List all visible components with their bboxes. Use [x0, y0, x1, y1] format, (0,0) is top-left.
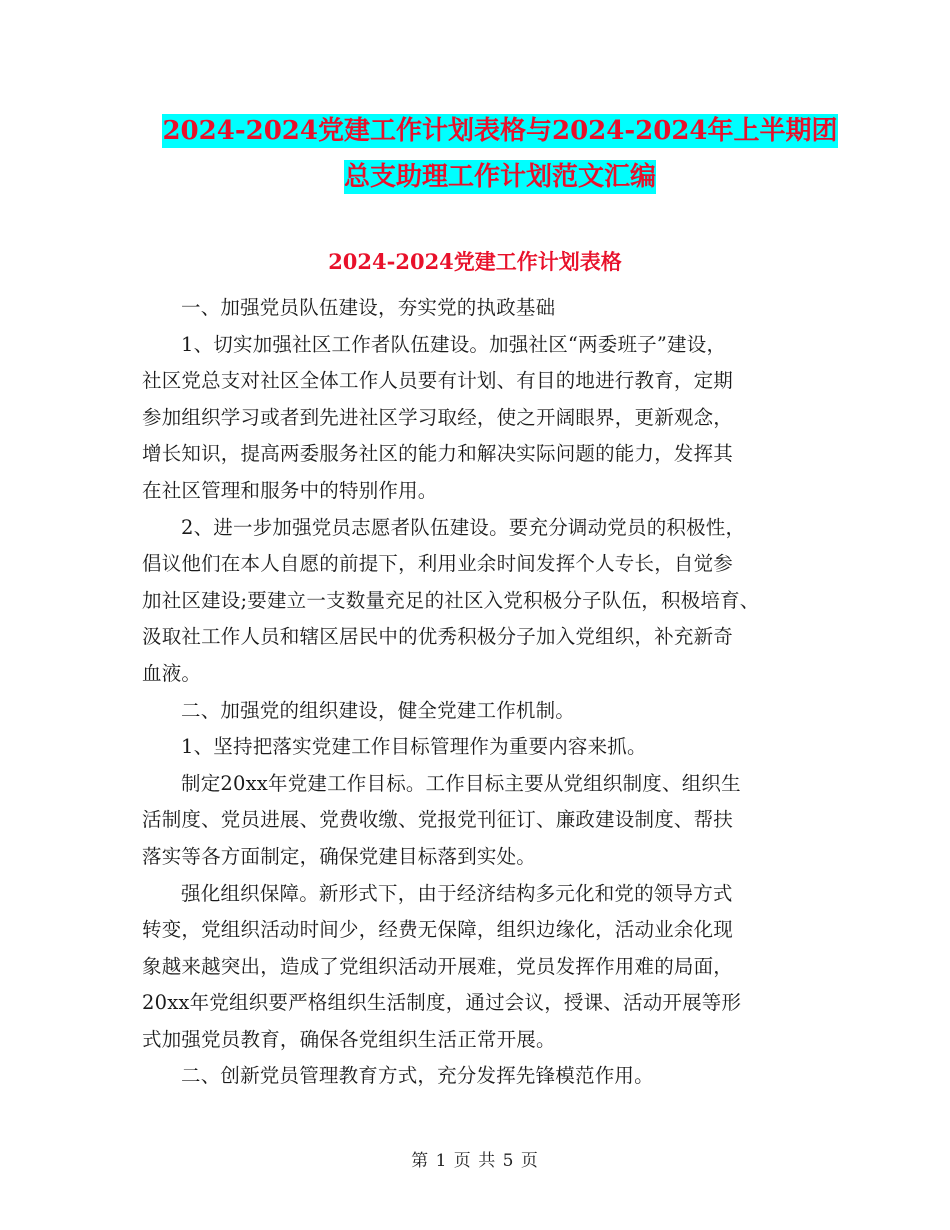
paragraph-heading-3: 二、创新党员管理教育方式，充分发挥先锋模范作用。: [181, 1064, 654, 1088]
paragraph-subheading-1: 1、坚持把落实党建工作目标管理作为重要内容来抓。: [181, 735, 647, 759]
paragraph-1: 1、切实加强社区工作者队伍建设。加强社区“两委班子”建设， 社区党总支对社区全体工作人员要有计划、有目的地进行教育，定期 参加组织学习或者到先进社区学习取经，使之开阔眼界，更新观念， 增长知识，提高两委服务社区的能力和解决实际问题的能力，发挥其 在社区管理和服务中的特别作用。: [142, 332, 734, 502]
paragraph-4: 强化组织保障。新形式下，由于经济结构多元化和党的领导方式 转变，党组织活动时间少，经费无保障，组织边缘化，活动业余化现 象越来越突出，造成了党组织活动开展难，党员发挥作用难的局面， 20xx年党组织要严格组织生活制度，通过会议，授课、活动开展等形 式加强党员教育，确保各党组织生活正常开展。: [142, 881, 742, 1051]
paragraph-heading-2: 二、加强党的组织建设，健全党建工作机制。: [181, 698, 576, 722]
paragraph-heading-1: 一、加强党员队伍建设，夯实党的执政基础: [181, 296, 556, 319]
document-title: [140, 108, 860, 200]
document-title-line-2: 总支助理工作计划范文汇编: [343, 162, 656, 192]
section-title: 2024-2024党建工作计划表格: [328, 249, 622, 274]
paragraph-2: 2、进一步加强党员志愿者队伍建设。要充分调动党员的积极性， 倡议他们在本人自愿的前提下，利用业余时间发挥个人专长，自觉参 加社区建设;要建立一支数量充足的社区入党积极分子队伍，积极培育、 汲取社工作人员和辖区居民中的优秀积极分子加入党组织，补充新奇 血液。: [142, 515, 760, 685]
document-title-line-1: 2024-2024党建工作计划表格与2024-2024年上半期团: [162, 116, 838, 146]
document-body: [142, 290, 814, 1095]
page-footer: 第 1 页 共 5 页: [411, 1151, 539, 1171]
paragraph-3: 制定20xx年党建工作目标。工作目标主要从党组织制度、组织生 活制度、党员进展、党费收缴、党报党刊征订、廉政建设制度、帮扶 落实等各方面制定，确保党建目标落到实处。: [142, 771, 741, 868]
